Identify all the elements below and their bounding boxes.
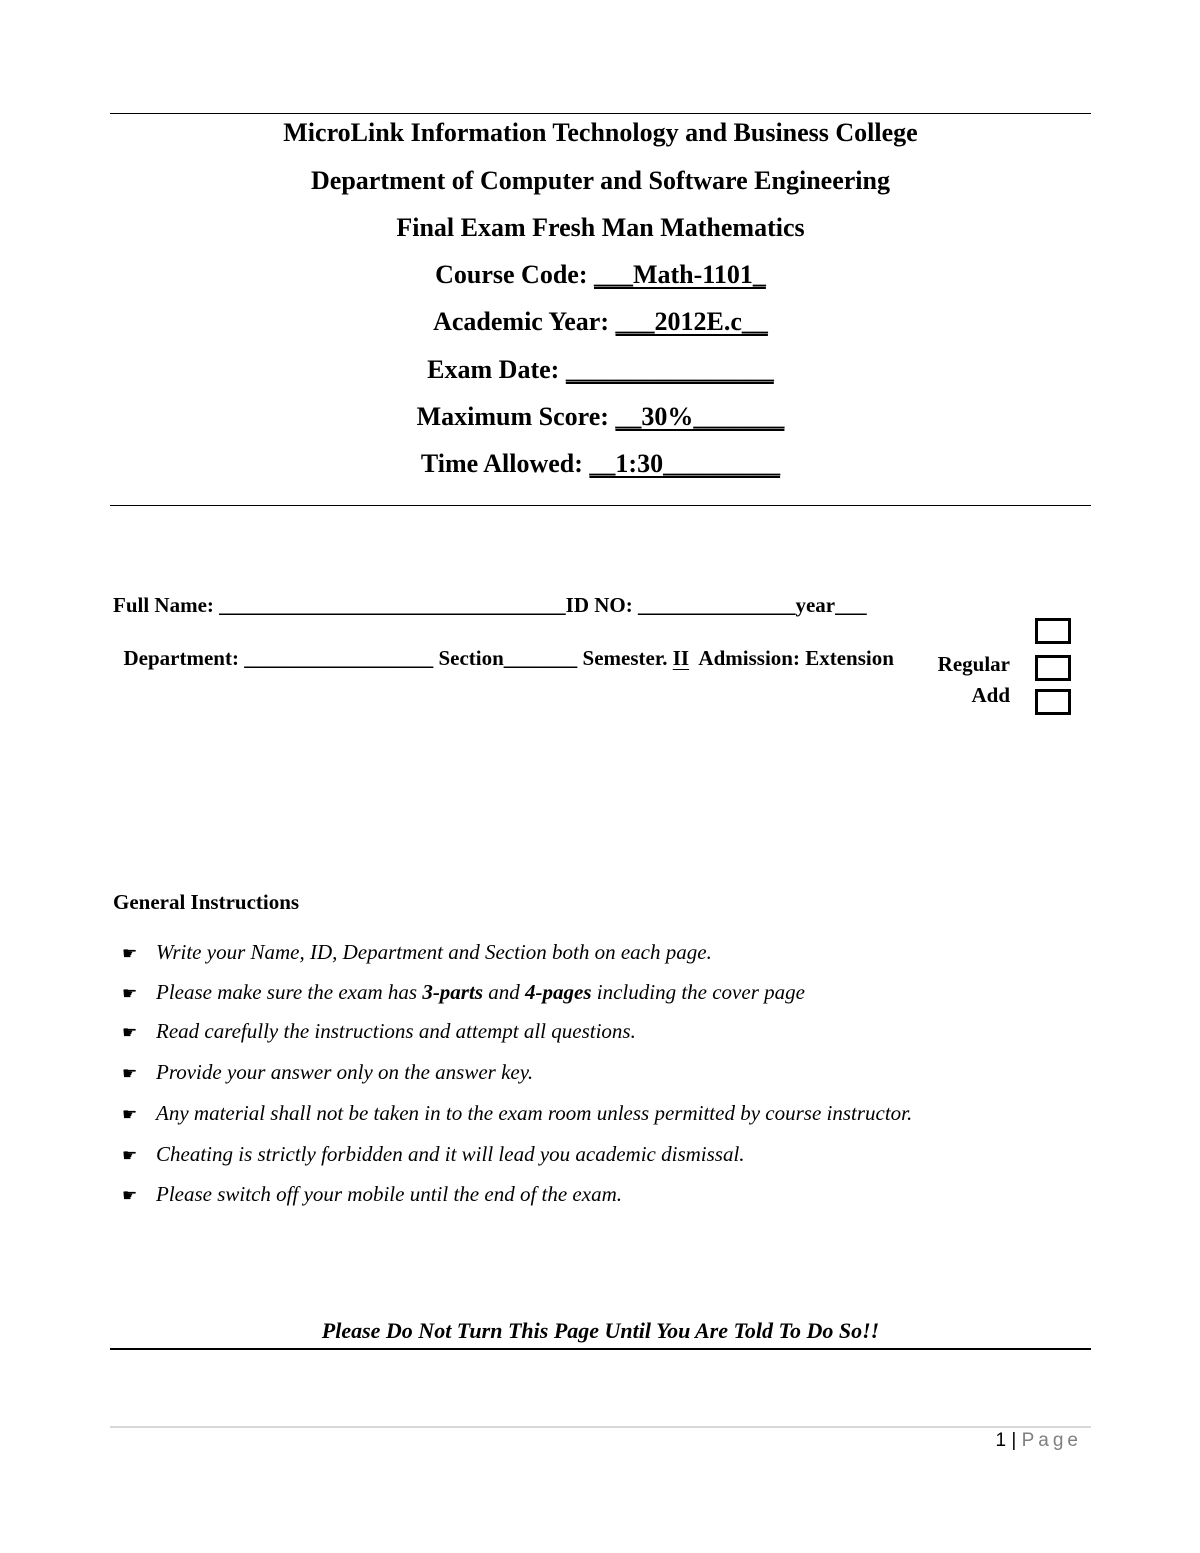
add-checkbox[interactable] (1035, 689, 1071, 715)
max-score-line (110, 401, 1091, 433)
max-score-label: Maximum Score: (416, 402, 616, 431)
instructions-title: General Instructions (113, 890, 300, 914)
department-section-semester-label: Department: __________________ Section_______ Semester. (123, 646, 673, 670)
instruction-item: ☛ Provide your answer only on the answer key. (122, 1058, 533, 1088)
academic-year-label: Academic Year: (433, 307, 616, 336)
semester-value: II (672, 646, 690, 670)
course-code-value: ___Math-1101_ (593, 260, 766, 289)
max-score-value: __30%_______ (615, 402, 785, 431)
exam-date-value: ________________ (565, 355, 774, 384)
course-code-label: Course Code: (435, 260, 594, 289)
extension-checkbox[interactable] (1035, 618, 1071, 644)
exam-date-label: Exam Date: (427, 355, 566, 384)
time-allowed-value: __1:30_________ (589, 449, 781, 478)
regular-label: Regular (937, 652, 1010, 676)
time-allowed-label: Time Allowed: (420, 449, 590, 478)
college-name: MicroLink Information Technology and Business College (283, 118, 918, 147)
instruction-item: ☛ Cheating is strictly forbidden and it will lead you academic dismissal. (122, 1140, 745, 1170)
page-number: 1 | Page (995, 1430, 1082, 1451)
full-name-row: Full Name: _________________________________ID NO: _______________year___ (113, 593, 867, 617)
pointing-hand-icon: ☛ (122, 1023, 138, 1042)
regular-checkbox[interactable] (1035, 655, 1071, 681)
department-name: Department of Computer and Software Engineering (311, 166, 890, 195)
academic-year-line (110, 306, 1091, 338)
exam-date-line (110, 354, 1091, 386)
header-bottom-rule (110, 505, 1091, 506)
admission-extension-label: Admission: Extension (689, 646, 894, 670)
instruction-item: ☛ Write your Name, ID, Department and Section both on each page. (122, 938, 712, 968)
course-code-line (110, 259, 1091, 291)
pointing-hand-icon: ☛ (122, 1064, 138, 1083)
instruction-item: ☛ Please make sure the exam has 3-parts and 4-pages including the cover page (122, 978, 805, 1008)
instruction-item: ☛ Read carefully the instructions and attempt all questions. (122, 1017, 636, 1047)
add-label: Add (971, 683, 1010, 707)
pointing-hand-icon: ☛ (122, 944, 138, 963)
pointing-hand-icon: ☛ (122, 1105, 138, 1124)
pointing-hand-icon: ☛ (122, 984, 138, 1003)
top-rule (110, 113, 1091, 114)
instruction-item: ☛ Please switch off your mobile until the end of the exam. (122, 1180, 622, 1210)
department-row (113, 619, 894, 671)
academic-year-value: ___2012E.c__ (615, 307, 768, 336)
footer-rule (110, 1348, 1091, 1350)
page-footer-rule (110, 1426, 1091, 1428)
do-not-turn-note: Please Do Not Turn This Page Until You Are Told To Do So!! (321, 1318, 880, 1343)
exam-title: Final Exam Fresh Man Mathematics (396, 213, 805, 242)
pointing-hand-icon: ☛ (122, 1186, 138, 1205)
time-allowed-line (110, 448, 1091, 480)
pointing-hand-icon: ☛ (122, 1146, 138, 1165)
instruction-item: ☛ Any material shall not be taken in to the exam room unless permitted by course instructor. (122, 1099, 912, 1129)
